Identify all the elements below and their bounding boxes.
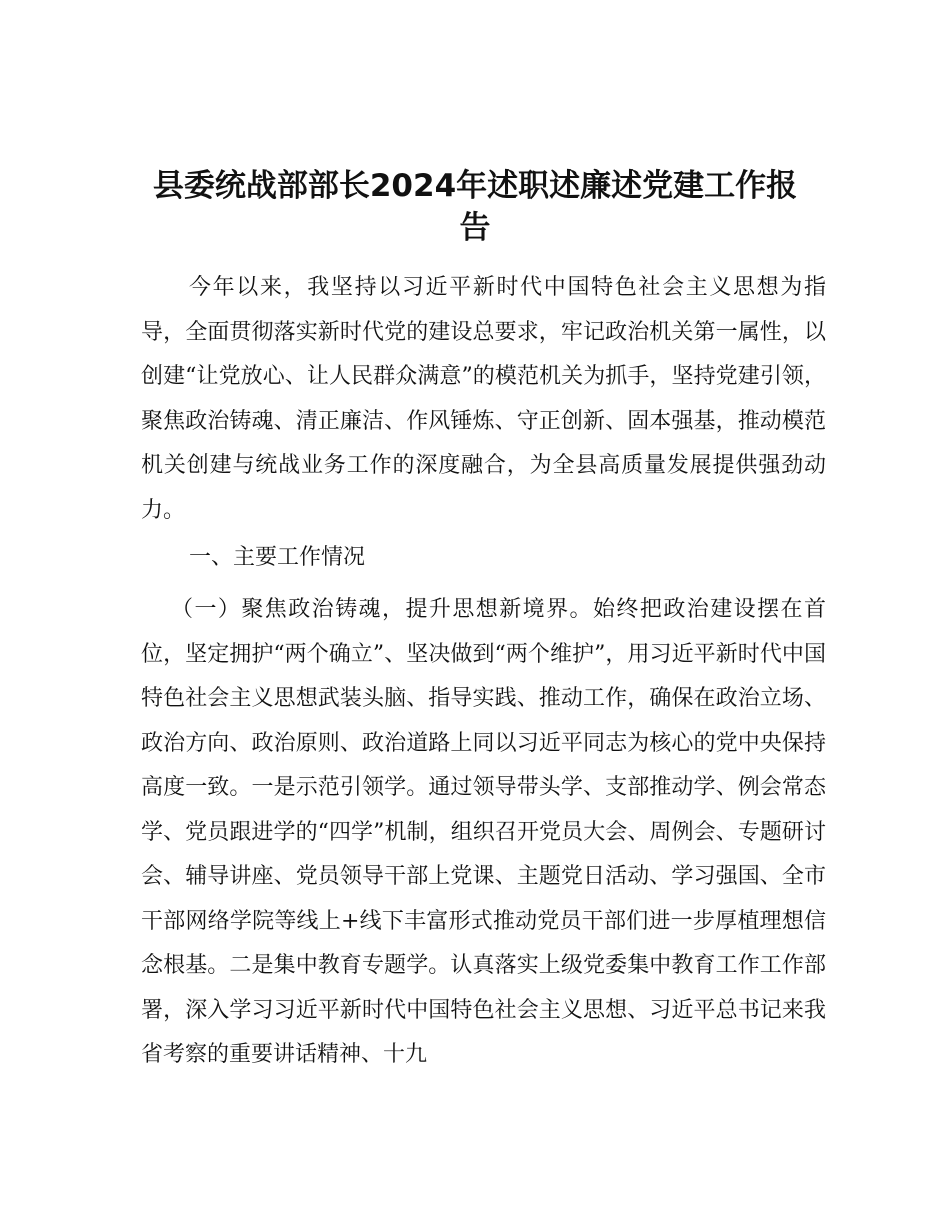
document-title: 县委统战部部长2024年述职述廉述党建工作报告 [152, 168, 798, 246]
intro-paragraph: 今年以来，我坚持以习近平新时代中国特色社会主义思想为指导，全面贯彻落实新时代党的建设总要求，牢记政治机关第一属性，以创建“让党放心、让人民群众满意”的模范机关为抓手，坚持党建引领，聚焦政治铸魂、清正廉洁、作风锤炼、守正创新、固本强基，推动模范机关创建与统战业务工作的深度融合，为全县高质量发展提供强劲动力。 [141, 275, 826, 523]
section-heading: 一、主要工作情况 [189, 545, 366, 570]
section-paragraph: （一）聚焦政治铸魂，提升思想新境界。始终把政治建设摆在首位，坚定拥护“两个确立”、坚决做到“两个维护”，用习近平新时代中国特色社会主义思想武装头脑、指导实践、推动工作，确保在政治立场、政治方向、政治原则、政治道路上同以习近平同志为核心的党中央保持高度一致。一是示范引领学。通过领导带头学、支部推动学、例会常态学、党员跟进学的“四学”机制，组织召开党员大会、周例会、专题研讨会、辅导讲座、党员领导干部上党课、主题党日活动、学习强国、全市干部网络学院等线上+线下丰富形式推动党员干部们进一步厚植理想信念根基。二是集中教育专题学。认真落实上级党委集中教育工作工作部署，深入学习习近平新时代中国特色社会主义思想、习近平总书记来我省考察的重要讲话精神、十九 [141, 597, 826, 1067]
